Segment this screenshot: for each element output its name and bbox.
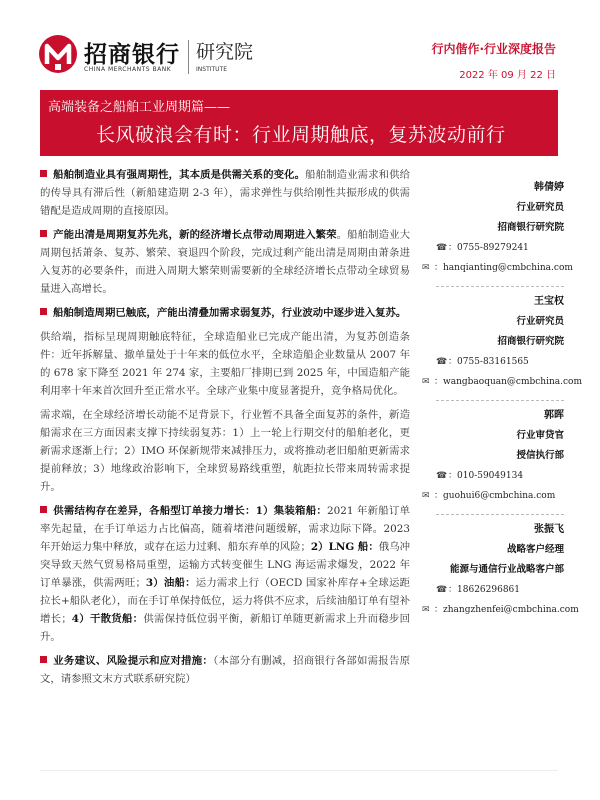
analyst-name: 韩倩婷 [534,182,564,193]
email-icon: ✉ [422,377,430,387]
analyst-separator [436,400,564,401]
brand-name-en: CHINA MERCHANTS BANK [84,66,172,73]
report-series: 高端装备之船舶工业周期篇—— [48,100,231,115]
analyst-name: 郭晖 [544,410,564,421]
institute-name-en: INSTITUTE [196,66,228,73]
analyst-phone: ☎：010-59049134 [436,466,564,486]
email-icon: ✉ [422,263,430,273]
footer-divider [40,770,558,771]
summary-point-5: 业务建议、风险提示和应对措施：（本部分有删减，招商银行各部如需报告原文，请参照文末方式联系研究院） [40,655,410,685]
analyst-card [422,406,564,506]
email-icon: ✉ [422,605,430,615]
bullet-square-icon [40,230,47,237]
analyst-card [422,178,573,278]
analyst-name: 王宝权 [534,296,564,307]
analyst-role: 行业研究员 [516,202,564,213]
analyst-email[interactable]: ✉ ：zhangzhenfei@cmbchina.com [422,600,550,620]
analyst-email[interactable]: ✉ ：hanqianting@cmbchina.com [422,258,550,278]
bullet-square-icon [40,170,47,177]
phone-icon: ☎ [436,471,448,481]
brand-name-cn: 招商银行 [84,42,180,68]
demand-side-text: 需求端，在全球经济增长动能不足背景下，行业暂不具备全面复苏的条件，新造船需求在三方面因素支撑下持续弱复苏：1）上一轮上行期交付的船舶老化，更新需求逐渐上行；2）IMO 环保新规带来减排压力，或将推动老旧船舶更新需求提前释放；3）地缘政治影响下，全球贸易路线重塑，航距拉长带来周转需求提升。 [40,409,410,493]
email-icon: ✉ [422,491,430,501]
analyst-separator [436,514,564,515]
analyst-org: 能源与通信行业战略客户部 [449,564,564,575]
analyst-card [422,292,582,392]
summary-point-2: 产能出清是周期复苏先兆，新的经济增长点带动周期进入繁荣。船舶制造业大周期包括萧条、复苏、繁荣、衰退四个阶段，完成过剩产能出清是周期由萧条进入复苏的必要条件，而进入周期大繁荣则需要新的全球经济增长点带动全球贸易量进入高增长。 [40,229,410,295]
report-header [0,0,600,96]
analyst-separator [436,286,564,287]
summary-point-4: 供需结构存在差异，各船型订单接力增长：1）集装箱船：2021 年新船订单率先起量，在手订单运力占比偏高，随着堵港问题缓解，需求边际下降。2023 年开始运力集中释放，或存在运力过剩、船东弃单的风险；2）LNG 船：俄乌冲突导致天然气贸易格局重塑，运输方式转变催生 LNG 海运需求爆发，2022 年订单暴涨，供需两旺；3）油船：运力需求上行（OECD 国家补库存+全球运距拉长+船队老化），而在手订单保持低位，运力将供不应求，后续油船订单有望补增长；4）干散货船：供需保持低位弱平衡，新船订单随更新需求上升而稳步回升。 [40,505,411,643]
analyst-org: 招商银行研究院 [497,222,564,233]
analyst-name: 张振飞 [534,524,564,535]
report-title: 长风破浪会有时：行业周期触底，复苏波动前行 [96,124,506,146]
analyst-org: 授信执行部 [516,450,564,461]
analyst-phone: ☎：0755-83161565 [436,352,564,372]
analyst-email[interactable]: ✉ ：guohui6@cmbchina.com [422,486,550,506]
bullet-square-icon [40,506,47,513]
supply-side-text: 供给端，指标呈现周期触底特征，全球造船业已完成产能出清，为复苏创造条件：近年拆解量、撤单量处于十年来的低位水平，全球造船企业数量从 2007 年的 678 家下降至 2021 年 274 家，主要船厂排期已到 2025 年，中国造船产能利用率十年来首次回升至正常水平。全球产业集中度显著提升，竞争格局优化。 [40,331,410,397]
analyst-phone: ☎：0755-89279241 [436,238,564,258]
analyst-role: 行业审贷官 [516,430,564,441]
summary-point-3: 船舶制造周期已触底，产能出清叠加需求弱复苏，行业波动中逐步进入复苏。 [40,304,410,322]
analyst-card [422,520,579,620]
brand-divider [188,40,189,74]
title-banner [40,90,558,156]
bullet-square-icon [40,656,47,663]
cmb-logo-icon [38,34,78,74]
phone-icon: ☎ [436,243,448,253]
phone-icon: ☎ [436,357,448,367]
bullet-square-icon [40,308,47,315]
analyst-role: 行业研究员 [516,316,564,327]
analyst-phone: ☎：18626296861 [436,580,564,600]
analyst-org: 招商银行研究院 [497,336,564,347]
report-type: 行内偕作·行业深度报告 [431,42,556,56]
institute-name: 研究院 [196,41,254,63]
analyst-role: 战略客户经理 [506,544,564,555]
phone-icon: ☎ [436,585,448,595]
report-date: 2022 年 09 月 22 日 [459,70,556,81]
summary-point-1: 船舶制造业具有强周期性，其本质是供需关系的变化。船舶制造业需求和供给的传导具有滞后性（新船建造期 2-3 年），需求弹性与供给刚性共振形成的供需错配是造成周期的直接原因。 [40,169,410,217]
analyst-email[interactable]: ✉ ：wangbaoquan@cmbchina.com [422,372,550,392]
summary-body [40,166,410,694]
